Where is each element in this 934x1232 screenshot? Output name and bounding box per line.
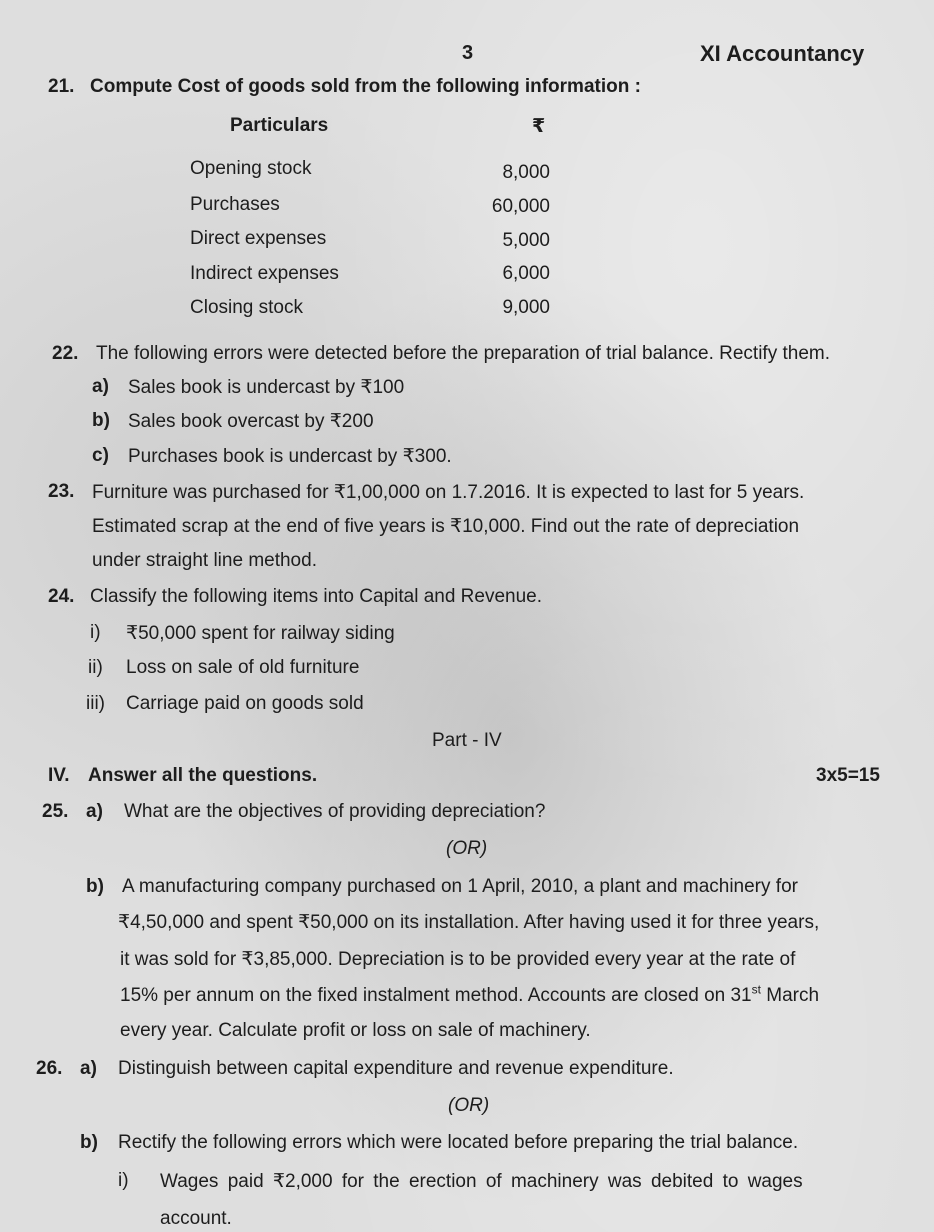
q25-b-line: A manufacturing company purchased on 1 April, 2010, a plant and machinery for — [122, 876, 798, 897]
page-number: 3 — [462, 42, 474, 64]
q22-number: 22. — [52, 343, 79, 364]
q26-number: 26. — [36, 1058, 63, 1079]
table-row-value: 8,000 — [502, 162, 550, 183]
table-row-value: 9,000 — [502, 297, 550, 318]
q25-b-line-text: 15% per annum on the fixed instalment method. Accounts are closed on 31 — [120, 985, 752, 1006]
table-row-value: 6,000 — [502, 263, 550, 284]
table-row-label: Purchases — [190, 194, 280, 215]
q25-b-line: it was sold for ₹3,85,000. Depreciation is to be provided every year at the rate of — [120, 949, 796, 970]
q23-line: under straight line method. — [92, 550, 317, 571]
q22-item-text: Sales book overcast by ₹200 — [128, 411, 374, 432]
section-instruction: Answer all the questions. — [88, 765, 318, 786]
q22-item-label: c) — [92, 445, 109, 466]
q26-i-label: i) — [118, 1170, 129, 1191]
q24-item-label: i) — [90, 622, 101, 643]
q25-b-line: ₹4,50,000 and spent ₹50,000 on its installation. After having used it for three years, — [118, 912, 820, 933]
q26-a-text: Distinguish between capital expenditure and revenue expenditure. — [118, 1058, 674, 1079]
q22-item-text: Purchases book is undercast by ₹300. — [128, 446, 452, 467]
subject-title: XI Accountancy — [700, 41, 865, 66]
q24-item-label: iii) — [86, 693, 105, 714]
q22-item-label: a) — [92, 376, 109, 397]
q24-item-text: ₹50,000 spent for railway siding — [126, 623, 395, 644]
section-marks: 3x5=15 — [816, 765, 880, 786]
q25-a-label: a) — [86, 801, 103, 822]
q25-or: (OR) — [446, 838, 488, 859]
part-title: Part - IV — [432, 730, 502, 751]
table-row-label: Indirect expenses — [190, 263, 339, 284]
q23-line: Estimated scrap at the end of five years is ₹10,000. Find out the rate of depreciation — [92, 516, 800, 537]
q21-col-particulars: Particulars — [230, 115, 329, 136]
q25-a-text: What are the objectives of providing depreciation? — [124, 801, 546, 822]
q22-item-text: Sales book is undercast by ₹100 — [128, 377, 405, 398]
q26-b-text: Rectify the following errors which were located before preparing the trial balance. — [118, 1132, 799, 1153]
q22-text: The following errors were detected before the preparation of trial balance. Rectify them. — [96, 343, 830, 364]
q25-b-label: b) — [86, 876, 104, 897]
table-row-label: Direct expenses — [190, 228, 327, 249]
q25-b-sup: st — [751, 982, 761, 997]
table-row-value: 5,000 — [502, 230, 550, 251]
table-row-label: Closing stock — [190, 297, 303, 318]
q23-line: Furniture was purchased for ₹1,00,000 on 1.7.2016. It is expected to last for 5 years. — [92, 482, 805, 503]
q21-col-amount: ₹ — [532, 116, 546, 137]
section-label: IV. — [48, 765, 70, 786]
q26-a-label: a) — [80, 1058, 97, 1079]
q21-text: Compute Cost of goods sold from the following information : — [90, 76, 641, 97]
q26-i-line: account. — [160, 1208, 232, 1229]
q24-text: Classify the following items into Capital and Revenue. — [90, 586, 543, 607]
q26-i-line: Wages paid ₹2,000 for the erection of machinery was debited to wages — [160, 1171, 803, 1192]
q26-b-label: b) — [80, 1132, 98, 1153]
q24-number: 24. — [48, 586, 75, 607]
table-row-value: 60,000 — [491, 196, 550, 217]
q23-number: 23. — [48, 481, 75, 502]
q25-b-after-sup: March — [760, 985, 820, 1006]
q22-item-label: b) — [92, 410, 110, 431]
q25-number: 25. — [42, 801, 69, 822]
q25-b-line — [120, 982, 820, 1007]
q24-item-text: Loss on sale of old furniture — [126, 657, 360, 678]
q25-b-line: every year. Calculate profit or loss on sale of machinery. — [120, 1020, 591, 1041]
q24-item-text: Carriage paid on goods sold — [126, 693, 364, 714]
table-row-label: Opening stock — [190, 158, 312, 179]
q24-item-label: ii) — [88, 657, 103, 678]
q26-or: (OR) — [448, 1095, 490, 1116]
q21-number: 21. — [48, 76, 75, 97]
